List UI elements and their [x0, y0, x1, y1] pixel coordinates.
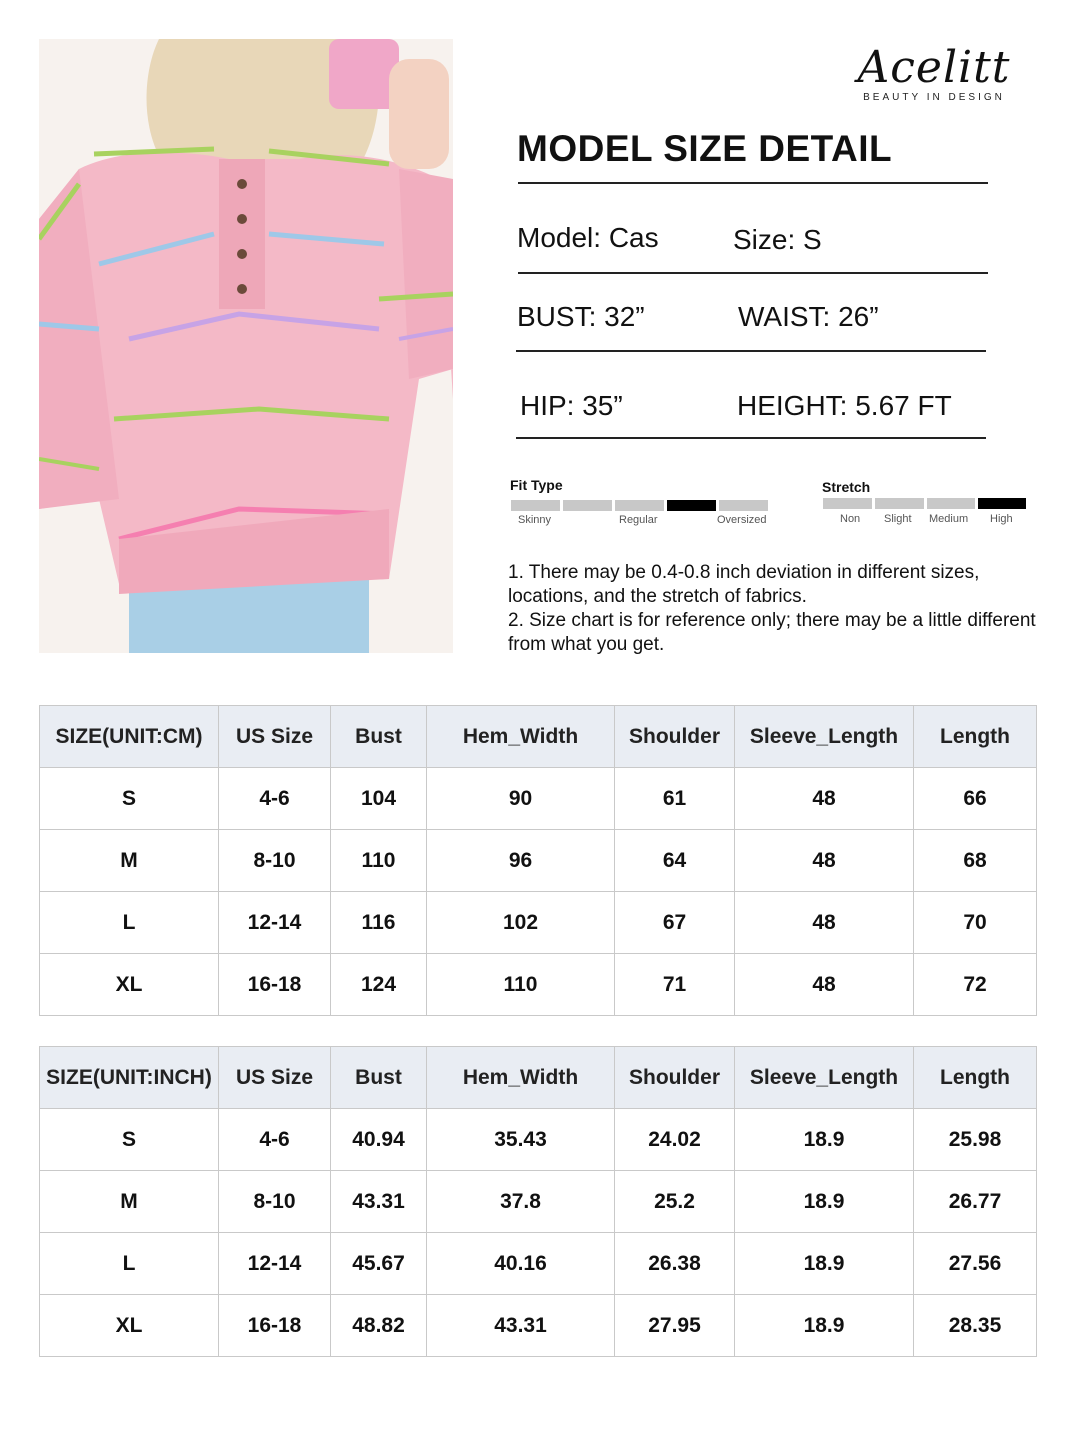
table-cell: S — [40, 1109, 219, 1171]
fit-label-regular: Regular — [619, 514, 658, 526]
size-notes — [508, 561, 1053, 657]
stretch-segment — [875, 498, 924, 509]
table-cell: 8-10 — [219, 1171, 331, 1233]
model-waist: WAIST: 26” — [738, 301, 879, 332]
table-cell: 4-6 — [219, 768, 331, 830]
brand-tagline: BEAUTY IN DESIGN — [863, 92, 1005, 103]
column-header: Hem_Width — [427, 706, 615, 768]
fit-segment — [615, 500, 664, 511]
table-cell: 71 — [615, 954, 735, 1016]
table-row — [40, 768, 1037, 830]
table-cell: 90 — [427, 768, 615, 830]
table-cell: 96 — [427, 830, 615, 892]
stretch-segment-active — [978, 498, 1026, 509]
table-row — [40, 1171, 1037, 1233]
fit-label-oversized: Oversized — [717, 514, 767, 526]
table-cell: 26.38 — [615, 1233, 735, 1295]
table-cell: 25.98 — [914, 1109, 1037, 1171]
model-size: Size: S — [733, 224, 822, 255]
table-cell: 45.67 — [331, 1233, 427, 1295]
model-height: HEIGHT: 5.67 FT — [737, 390, 952, 421]
brand-logo — [832, 44, 1036, 103]
table-row — [40, 892, 1037, 954]
column-header: Sleeve_Length — [735, 706, 914, 768]
table-cell: 70 — [914, 892, 1037, 954]
table-cell: 43.31 — [427, 1295, 615, 1357]
column-header: US Size — [219, 1047, 331, 1109]
table-cell: 18.9 — [735, 1109, 914, 1171]
divider — [516, 437, 986, 439]
table-cell: 26.77 — [914, 1171, 1037, 1233]
brand-name: Acelitt — [857, 42, 1011, 93]
column-header: Length — [914, 706, 1037, 768]
table-row — [40, 1295, 1037, 1357]
table-cell: 48.82 — [331, 1295, 427, 1357]
table-cell: 43.31 — [331, 1171, 427, 1233]
note-item: 1. There may be 0.4-0.8 inch deviation in different sizes, locations, and the stretch of fabrics. — [508, 562, 980, 607]
stretch-segment — [823, 498, 872, 509]
table-cell: 48 — [735, 892, 914, 954]
table-cell: 72 — [914, 954, 1037, 1016]
table-cell: 24.02 — [615, 1109, 735, 1171]
table-cell: 40.16 — [427, 1233, 615, 1295]
table-cell: 35.43 — [427, 1109, 615, 1171]
table-cell: 27.95 — [615, 1295, 735, 1357]
fit-segment — [511, 500, 560, 511]
table-cell: L — [40, 892, 219, 954]
fit-segment — [563, 500, 612, 511]
column-header: Shoulder — [615, 706, 735, 768]
table-row — [40, 954, 1037, 1016]
column-header: Hem_Width — [427, 1047, 615, 1109]
table-cell: 37.8 — [427, 1171, 615, 1233]
size-table-cm — [39, 705, 1037, 1016]
model-hip: HIP: 35” — [520, 390, 623, 421]
column-header: Length — [914, 1047, 1037, 1109]
table-cell: 110 — [331, 830, 427, 892]
table-cell: 12-14 — [219, 1233, 331, 1295]
column-header: Sleeve_Length — [735, 1047, 914, 1109]
fit-label-skinny: Skinny — [518, 514, 552, 526]
table-cell: 48 — [735, 830, 914, 892]
stretch-label-high: High — [990, 513, 1013, 525]
table-cell: 61 — [615, 768, 735, 830]
table-cell: 40.94 — [331, 1109, 427, 1171]
table-cell: 18.9 — [735, 1171, 914, 1233]
fit-segment-active — [667, 500, 716, 511]
product-photo — [39, 39, 453, 653]
table-row — [40, 1109, 1037, 1171]
table-cell: 66 — [914, 768, 1037, 830]
stretch-segment — [927, 498, 975, 509]
table-cell: 18.9 — [735, 1233, 914, 1295]
table-cell: 104 — [331, 768, 427, 830]
table-cell: 16-18 — [219, 954, 331, 1016]
model-bust: BUST: 32” — [517, 301, 645, 332]
stretch-title: Stretch — [822, 479, 871, 495]
table-row — [40, 830, 1037, 892]
table-header-row — [40, 1047, 1037, 1109]
model-name: Model: Cas — [517, 222, 659, 253]
table-cell: 18.9 — [735, 1295, 914, 1357]
column-header: SIZE(UNIT:INCH) — [40, 1047, 219, 1109]
table-cell: 16-18 — [219, 1295, 331, 1357]
table-cell: 110 — [427, 954, 615, 1016]
size-table-inch — [39, 1046, 1037, 1357]
table-cell: L — [40, 1233, 219, 1295]
table-cell: M — [40, 1171, 219, 1233]
table-cell: XL — [40, 954, 219, 1016]
table-cell: 28.35 — [914, 1295, 1037, 1357]
note-item: 2. Size chart is for reference only; there may be a little different from what you get. — [508, 610, 1036, 655]
stretch-label-medium: Medium — [929, 513, 969, 525]
stretch-label-non: Non — [840, 513, 861, 525]
table-cell: 64 — [615, 830, 735, 892]
table-cell: 68 — [914, 830, 1037, 892]
table-cell: 48 — [735, 768, 914, 830]
striped-sweater-illustration — [39, 39, 453, 653]
table-cell: 4-6 — [219, 1109, 331, 1171]
table-row — [40, 1233, 1037, 1295]
table-cell: 48 — [735, 954, 914, 1016]
table-cell: M — [40, 830, 219, 892]
column-header: Bust — [331, 706, 427, 768]
table-cell: 102 — [427, 892, 615, 954]
table-cell: 27.56 — [914, 1233, 1037, 1295]
table-cell: 67 — [615, 892, 735, 954]
table-cell: S — [40, 768, 219, 830]
stretch-label-slight: Slight — [884, 513, 912, 525]
divider — [516, 350, 986, 352]
table-cell: 12-14 — [219, 892, 331, 954]
divider — [518, 272, 988, 274]
column-header: SIZE(UNIT:CM) — [40, 706, 219, 768]
model-size-title: MODEL SIZE DETAIL — [517, 128, 893, 169]
table-cell: 124 — [331, 954, 427, 1016]
divider — [518, 182, 988, 184]
column-header: US Size — [219, 706, 331, 768]
table-header-row — [40, 706, 1037, 768]
table-cell: 25.2 — [615, 1171, 735, 1233]
fit-type-title: Fit Type — [510, 477, 563, 493]
column-header: Shoulder — [615, 1047, 735, 1109]
fit-segment — [719, 500, 768, 511]
table-cell: 116 — [331, 892, 427, 954]
column-header: Bust — [331, 1047, 427, 1109]
table-cell: XL — [40, 1295, 219, 1357]
table-cell: 8-10 — [219, 830, 331, 892]
